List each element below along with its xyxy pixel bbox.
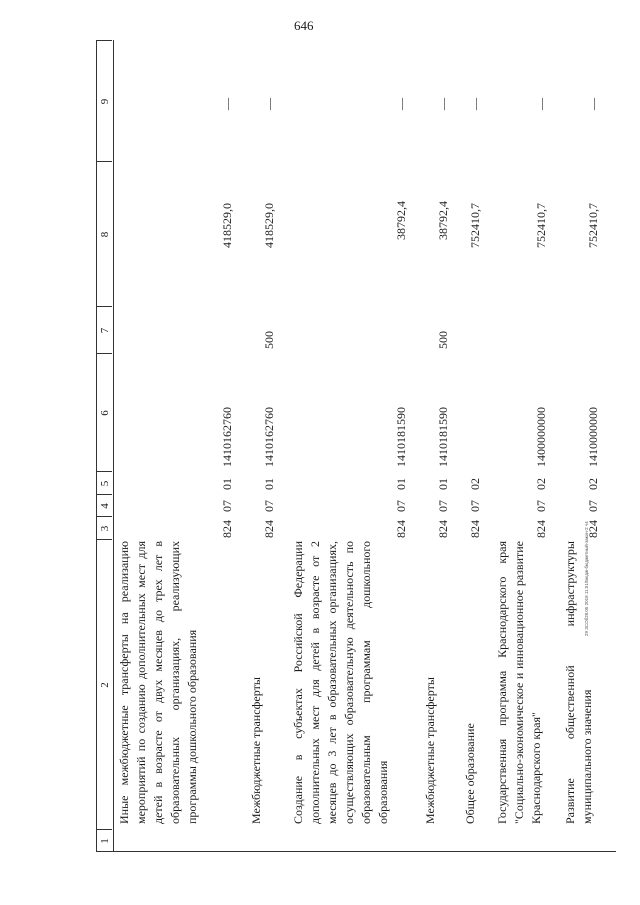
row-c3: 824: [534, 520, 548, 538]
row-c3: 824: [468, 520, 482, 538]
row-c4: 07: [586, 500, 600, 512]
row-description: Межбюджетные трансферты: [249, 677, 263, 824]
row-c9: —: [394, 98, 408, 110]
col-header-4: 4: [99, 503, 111, 509]
row-c9: —: [262, 98, 276, 110]
row-c6: 1410181590: [394, 407, 408, 467]
row-c8: 38792,4: [436, 201, 450, 240]
row-c4: 07: [534, 500, 548, 512]
col-header-1: 1: [99, 838, 111, 844]
row-c8: 418529,0: [262, 203, 276, 248]
row-description: Создание в субъектах Российской Федерации дополнительных мест для детей в возрасте от 2 месяцев до 3 лет в образовательных организациях, осуществляющих образовательную деятельность по образовательным программам дошкольного образования: [291, 541, 390, 824]
row-c8: 38792,4: [394, 201, 408, 240]
row-c9: —: [436, 98, 450, 110]
table-row: [290, 40, 410, 852]
row-c3: 824: [436, 520, 450, 538]
row-description: Иные межбюджетные трансферты на реализацию мероприятий по созданию дополнительных мест для детей в возрасте от двух месяцев до трех лет в образовательных организациях, реализующих программы дошкольного образования: [117, 541, 199, 824]
col-header-7: 7: [99, 327, 111, 334]
row-c5: 01: [262, 478, 276, 490]
col-header-5: 5: [99, 480, 111, 487]
row-c4: 07: [262, 500, 276, 512]
table-header-row: [96, 40, 114, 852]
row-c3: 824: [586, 520, 600, 538]
row-c6: 1400000000: [534, 407, 548, 467]
table-row: [462, 40, 484, 852]
row-c3: 824: [220, 520, 234, 538]
row-c5: 01: [220, 478, 234, 490]
table-row: [422, 40, 452, 852]
row-c5: 02: [468, 478, 482, 490]
row-c4: 07: [394, 500, 408, 512]
row-c4: 07: [468, 500, 482, 512]
col-header-9: 9: [99, 98, 111, 105]
row-c3: 824: [394, 520, 408, 538]
row-c9: —: [586, 98, 600, 110]
row-c6: 1410181590: [436, 407, 450, 467]
row-c8: 418529,0: [220, 203, 234, 248]
row-description: Межбюджетные трансферты: [423, 677, 437, 824]
row-c8: 752410,7: [468, 203, 482, 248]
row-c8: 752410,7: [534, 203, 548, 248]
row-c7: 500: [436, 331, 450, 349]
row-c7: 500: [262, 331, 276, 349]
table-row: [494, 40, 550, 852]
row-description: Государственная программа Краснодарского края "Социально-экономическое и инновационное развитие Краснодарского края": [495, 541, 543, 824]
col-header-2: 2: [99, 682, 111, 688]
row-c6: 1410000000: [586, 407, 600, 467]
col-header-8: 8: [99, 231, 111, 238]
row-c6: 1410162760: [262, 407, 276, 467]
row-c4: 07: [220, 500, 234, 512]
row-description: Развитие общественной инфраструктуры муниципального значения: [563, 541, 594, 824]
side-note: 29 ЗСОб28.05 2018 11:51/Бюдж-бюджетный-закон-2 ч4: [584, 521, 589, 636]
row-c3: 824: [262, 520, 276, 538]
table-row: [116, 40, 236, 852]
table-row: [248, 40, 278, 852]
row-c5: 01: [436, 478, 450, 490]
row-c9: —: [220, 98, 234, 110]
row-c5: 02: [586, 478, 600, 490]
budget-table: [96, 40, 616, 852]
row-c5: 01: [394, 478, 408, 490]
row-c8: 752410,7: [586, 203, 600, 248]
page-number: 646: [294, 18, 314, 33]
col-header-6: 6: [99, 410, 111, 416]
row-c5: 02: [534, 478, 548, 490]
row-c9: —: [534, 98, 548, 110]
table-row: [562, 40, 602, 852]
row-description: Общее образование: [463, 723, 477, 824]
row-c6: 1410162760: [220, 407, 234, 467]
col-header-3: 3: [99, 525, 111, 532]
row-c4: 07: [436, 500, 450, 512]
row-c9: —: [468, 98, 482, 110]
